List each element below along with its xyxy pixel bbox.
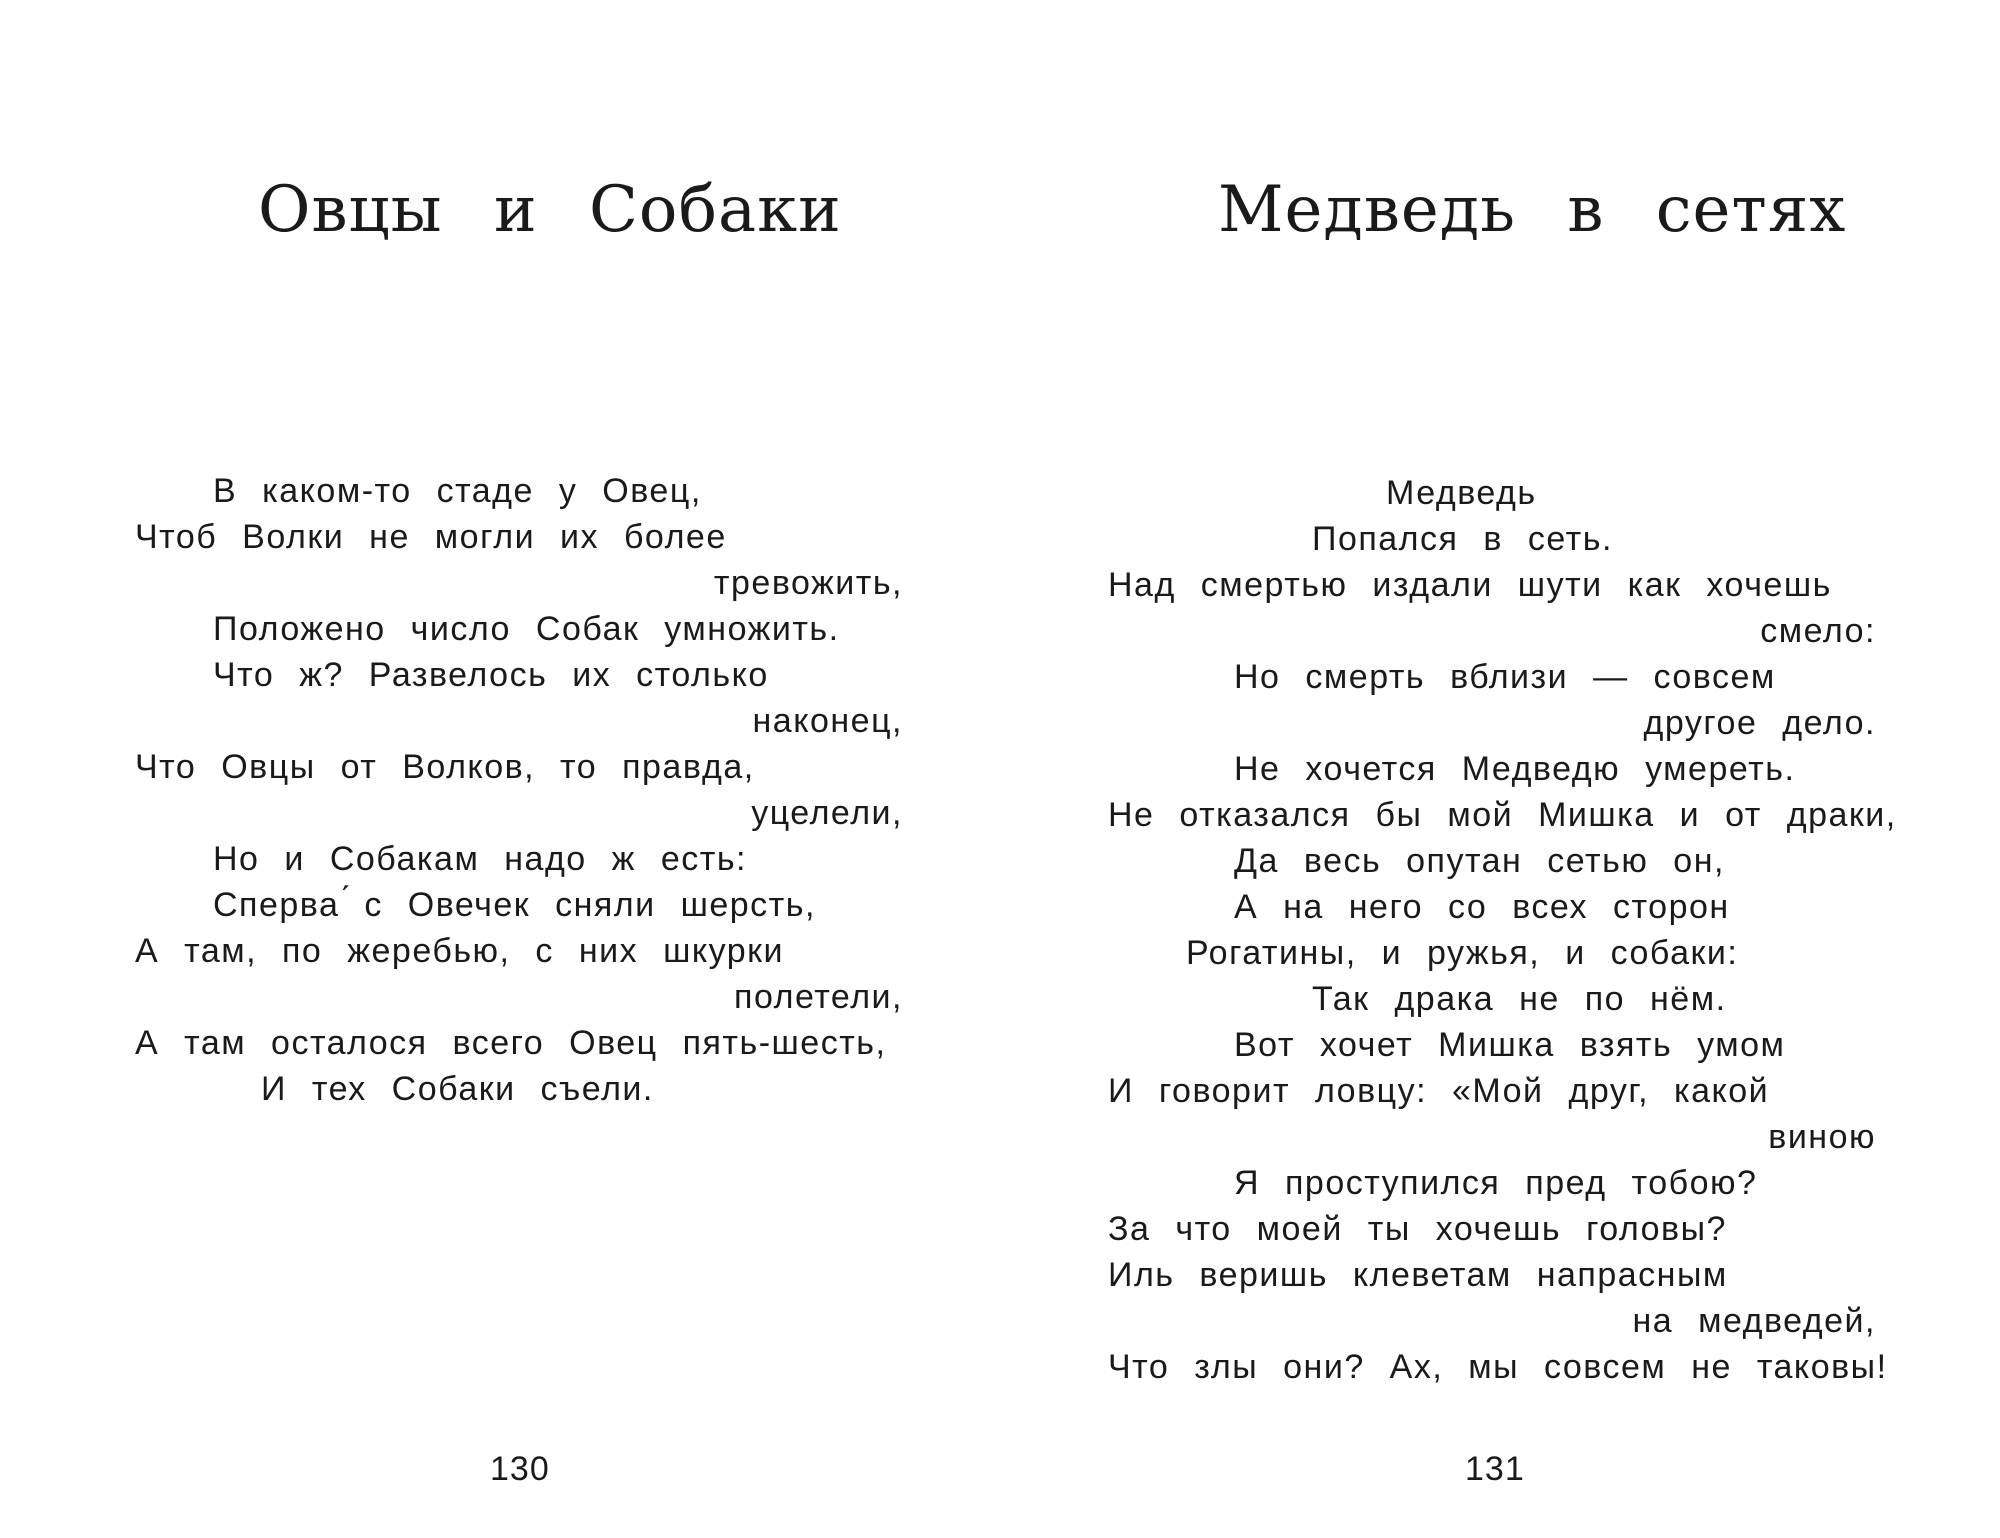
right-page-title: Медведь в сетях	[1218, 173, 1847, 247]
poem-line: А там осталося всего Овец пять-шесть,	[135, 1024, 887, 1062]
poem-line: А там, по жеребью, с них шкурки	[135, 932, 785, 970]
left-page-title: Овцы и Собаки	[258, 173, 842, 247]
poem-line: Так драка не по нём.	[1312, 980, 1727, 1018]
poem-line: другое дело.	[1643, 704, 1876, 742]
poem-line: И говорит ловцу: «Мой друг, какой	[1108, 1072, 1770, 1110]
poem-line: полетели,	[734, 978, 903, 1016]
poem-line: Не отказался бы мой Мишка и от драки,	[1108, 796, 1897, 834]
poem-line: Чтоб Волки не могли их более	[135, 518, 727, 556]
poem-line: на медведей,	[1632, 1302, 1876, 1340]
poem-line: смело:	[1760, 612, 1876, 650]
poem-line: А на него со всех сторон	[1234, 888, 1730, 926]
poem-line: Вот хочет Мишка взять умом	[1234, 1026, 1786, 1064]
poem-line: Я проступился пред тобою?	[1234, 1164, 1758, 1202]
poem-line: Да весь опутан сетью он,	[1234, 842, 1725, 880]
poem-line: Что ж? Развелось их столько	[213, 656, 769, 694]
poem-line: Попался в сеть.	[1312, 520, 1613, 558]
poem-line: Что злы они? Ах, мы совсем не таковы!	[1108, 1348, 1888, 1386]
right-page-number: 131	[1465, 1450, 1525, 1488]
right-poem	[1108, 470, 1897, 1390]
left-poem	[135, 468, 903, 1112]
left-page-number: 130	[490, 1450, 550, 1488]
poem-line: И тех Собаки съели.	[261, 1070, 654, 1108]
poem-line: Рогатины, и ружья, и собаки:	[1186, 934, 1739, 972]
poem-line: Но и Собакам надо ж есть:	[213, 840, 747, 878]
poem-line: Не хочется Медведю умереть.	[1234, 750, 1796, 788]
right-page	[1000, 0, 2000, 1538]
poem-line: Что Овцы от Волков, то правда,	[135, 748, 755, 786]
poem-line: Сперва ́с Овечек сняли шерсть,	[213, 886, 816, 924]
poem-line: В каком-то стаде у Овец,	[213, 472, 702, 510]
poem-line: виною	[1768, 1118, 1876, 1156]
poem-line: тревожить,	[713, 564, 903, 602]
poem-line: Иль веришь клеветам напрасным	[1108, 1256, 1728, 1294]
poem-line: Но смерть вблизи — совсем	[1234, 658, 1776, 696]
poem-line: Положено число Собак умножить.	[213, 610, 840, 648]
poem-line: наконец,	[752, 702, 903, 740]
poem-line: уцелели,	[751, 794, 903, 832]
poem-line: Над смертью издали шути как хочешь	[1108, 566, 1832, 604]
poem-line: За что моей ты хочешь головы?	[1108, 1210, 1727, 1248]
poem-line: Медведь	[1386, 474, 1537, 512]
